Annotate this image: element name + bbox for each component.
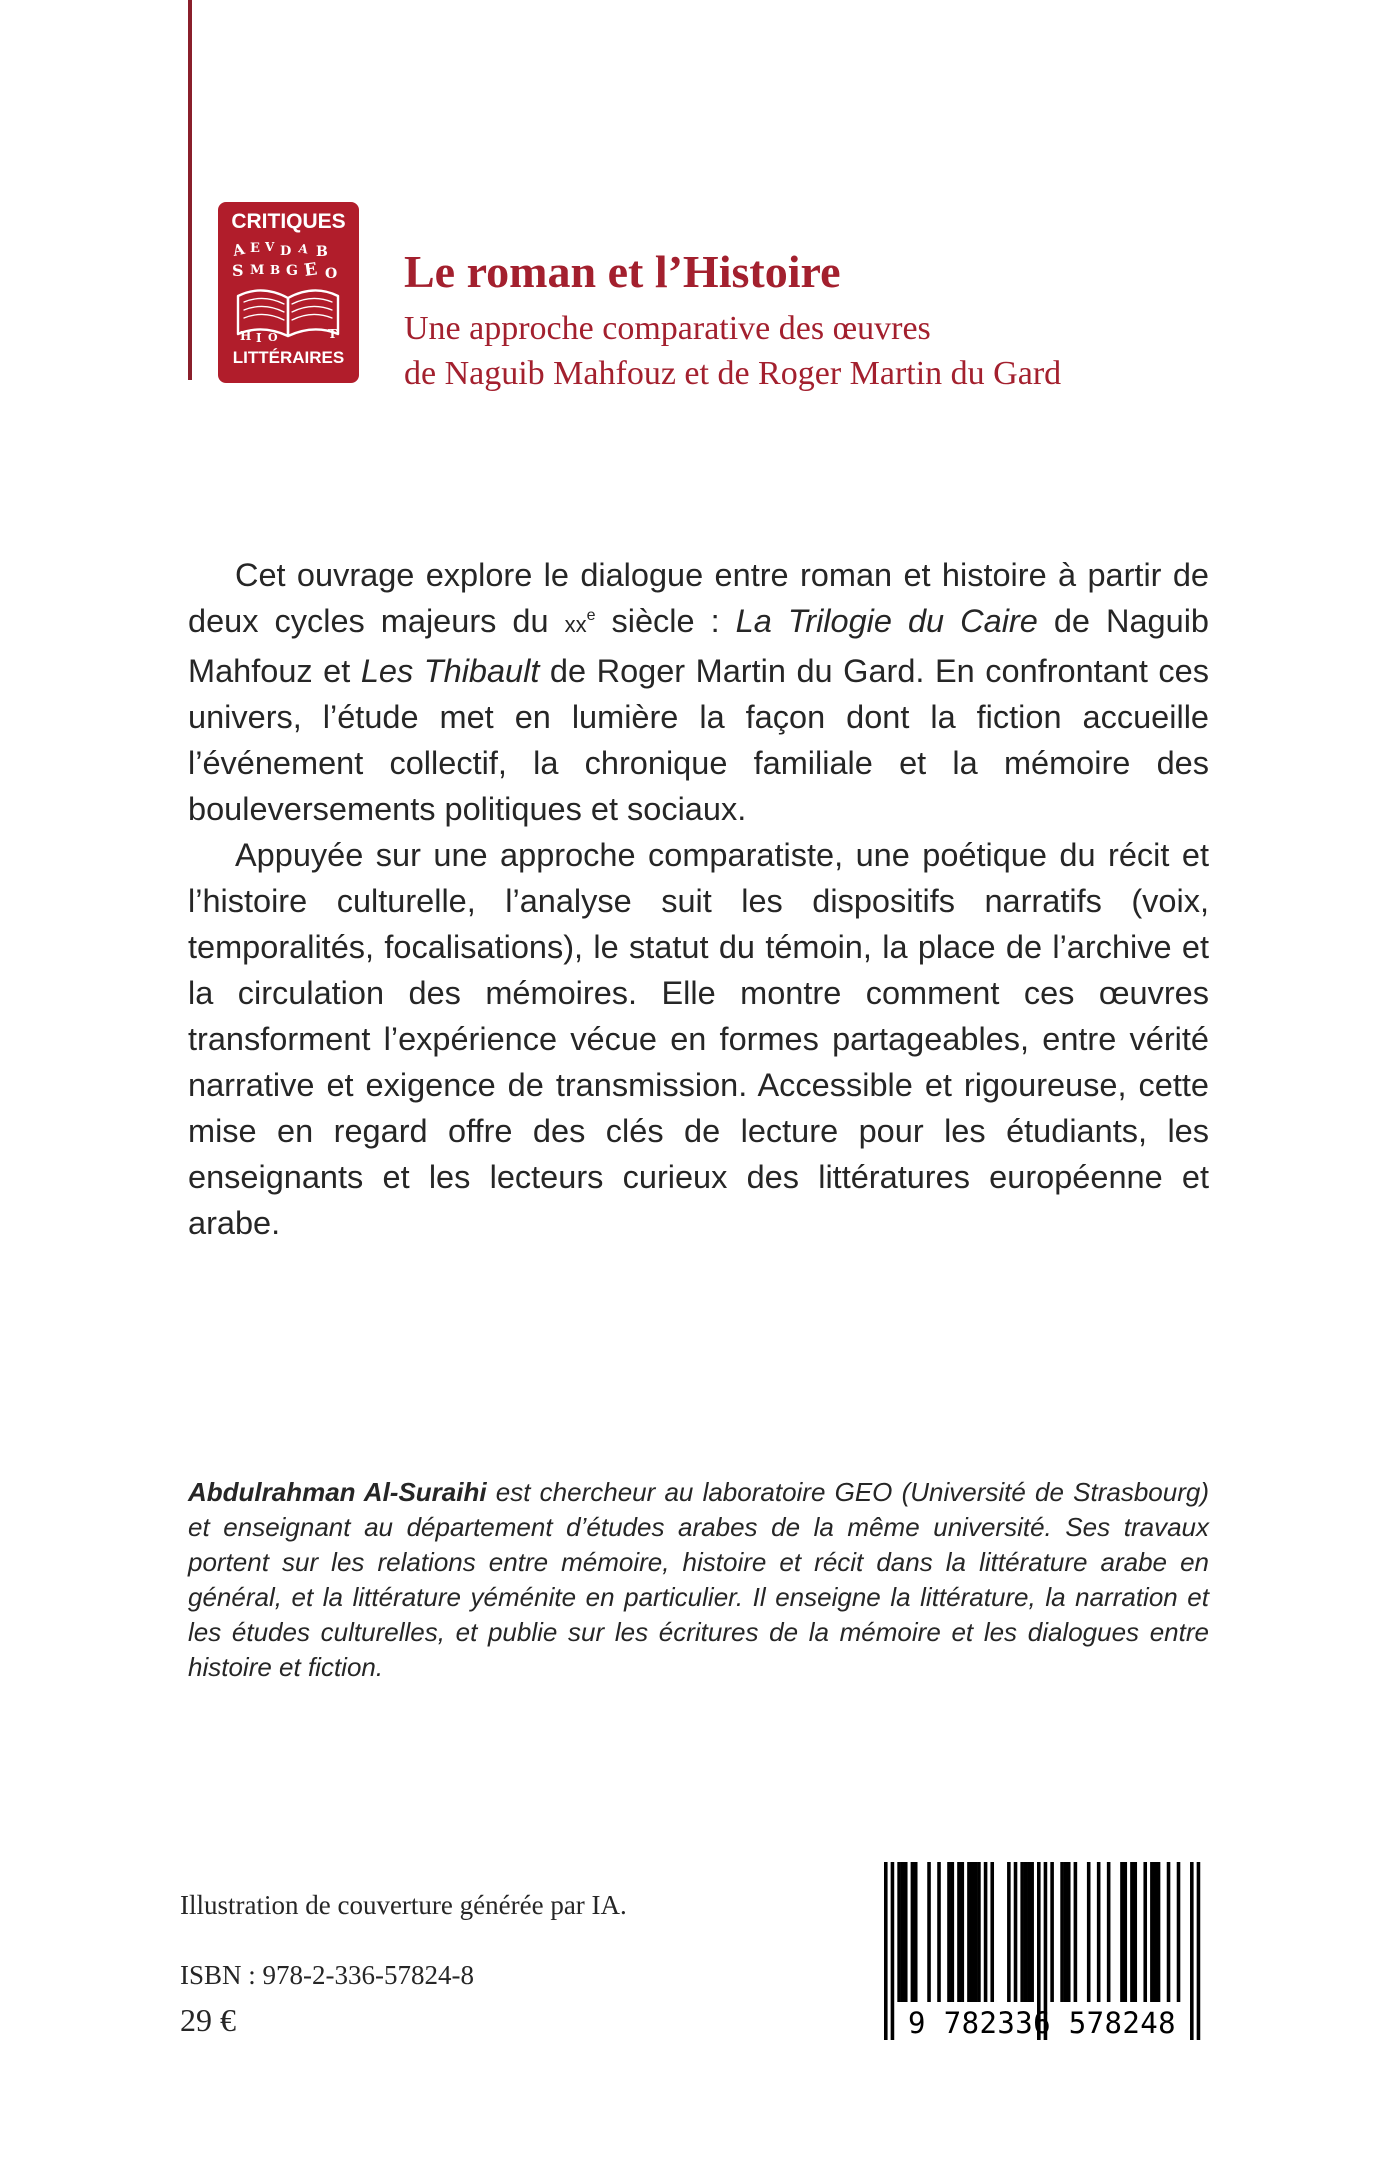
svg-text:T: T — [328, 327, 337, 341]
barcode-bar — [1157, 1862, 1161, 2002]
barcode-digits: 9 782336 578248 — [908, 2006, 1176, 2040]
barcode-bar — [1143, 1862, 1147, 2002]
barcode-bar — [1087, 1862, 1091, 2002]
illustration-credit: Illustration de couverture générée par IA. — [180, 1890, 627, 1920]
svg-text:S: S — [232, 261, 244, 280]
barcode-bar — [1060, 1862, 1064, 2002]
barcode-bar — [1107, 1862, 1111, 2002]
svg-text:O: O — [268, 331, 278, 344]
svg-text:H: H — [240, 329, 252, 343]
work-title-trilogie: La Trilogie du Caire — [735, 603, 1038, 639]
century-superscript: e — [586, 607, 596, 625]
book-title: Le roman et l’Histoire — [404, 246, 841, 297]
series-name-bottom: LITTÉRAIRES — [232, 348, 345, 367]
work-title-thibault: Les Thibault — [360, 653, 540, 689]
barcode-bar — [984, 1862, 988, 2002]
summary-text: de Naguib Mahfouz et — [188, 603, 1209, 689]
barcode-bar — [1153, 1862, 1157, 2002]
barcode-bar — [1024, 1862, 1028, 2002]
svg-text:I: I — [256, 331, 262, 345]
barcode-bar — [1020, 1862, 1024, 2002]
barcode-bar — [1133, 1862, 1137, 2002]
subtitle-line-1: Une approche comparative des œuvres — [404, 310, 931, 347]
series-name-top: CRITIQUES — [231, 210, 346, 233]
barcode-bar — [1123, 1862, 1127, 2002]
svg-text:M: M — [250, 263, 265, 278]
barcode-bar — [1074, 1862, 1078, 2002]
barcode-bar — [937, 1862, 941, 2002]
svg-text:E: E — [302, 259, 319, 281]
summary-text: siècle : — [595, 603, 736, 639]
svg-text:D: D — [280, 244, 292, 259]
barcode-bar — [990, 1862, 994, 2002]
author-bio — [188, 1475, 1209, 1685]
barcode-bar — [1050, 1862, 1054, 2002]
barcode-bar — [961, 1862, 965, 2002]
barcode-bar — [947, 1862, 951, 2002]
summary-paragraph-2: Appuyée sur une approche comparatiste, une poétique du récit et l’histoire culturelle, l’analyse suit les dispositifs narratifs (voix, temporalités, focalisations), le statut du témoin, la place de l’archive et la circulation des mémoires. Elle montre comment ces œuvres transforment l’expérience vécue en formes partageables, entre vérité narrative et exigence de transmission. Accessible et rigoureuse, cette mise en regard offre des clés de lecture pour les étudiants, les enseignants et les lecteurs curieux des littératures européenne et arabe. — [188, 837, 1209, 1241]
barcode-bar — [1130, 1862, 1134, 2002]
barcode-bar — [1007, 1862, 1011, 2002]
summary-text: Cet ouvrage explore le dialogue entre roman et histoire à partir de deux cycles majeurs du — [188, 557, 1209, 639]
book-subtitle — [404, 306, 1061, 396]
century-numeral: xx — [564, 612, 587, 637]
barcode-bar — [967, 1862, 971, 2002]
barcode-bar — [957, 1862, 961, 2002]
barcode-bar — [1030, 1862, 1034, 2002]
summary-paragraph-1 — [188, 552, 1209, 832]
barcode-bar — [927, 1862, 931, 2002]
barcode-bar — [1167, 1862, 1171, 2002]
barcode-bar — [897, 1862, 901, 2002]
svg-text:E: E — [250, 241, 260, 256]
barcode-bar — [914, 1862, 918, 2002]
book-summary — [188, 552, 1209, 1246]
svg-text:V: V — [265, 240, 275, 254]
barcode-bar — [951, 1862, 955, 2002]
author-bio-text: est chercheur au laboratoire GEO (Université de Strasbourg) et enseignant au département d’études arabes de la même université. Ses travaux portent sur les relations entre mémoire, histoire et récit dans la littérature arabe en général, et la littérature yéménite en particulier. Il enseigne la littérature, la narration et les études culturelles, et publie sur les écritures de la mémoire et les dialogues entre histoire et fiction. — [188, 1477, 1209, 1682]
svg-text:B: B — [270, 263, 281, 277]
barcode-bar — [1150, 1862, 1154, 2002]
barcode-bar — [1027, 1862, 1031, 2002]
svg-text:A: A — [231, 239, 247, 260]
price: 29 € — [180, 2002, 236, 2038]
barcode-bar — [904, 1862, 908, 2002]
svg-text:B: B — [316, 244, 328, 260]
barcode-bar — [1064, 1862, 1068, 2002]
isbn: ISBN : 978-2-336-57824-8 — [180, 1960, 474, 1990]
barcode-bar — [901, 1862, 905, 2002]
side-rule — [188, 0, 192, 380]
summary-text: de Roger Martin du Gard. En confrontant ces univers, l’étude met en lumière la façon dont la fiction accueille l’événement collectif, la chronique familiale et la mémoire des bouleversements politiques et sociaux. — [188, 653, 1209, 827]
open-book-with-letters-icon — [228, 238, 349, 346]
barcode-bar — [970, 1862, 974, 2002]
barcode-bar — [1177, 1862, 1181, 2002]
barcode-bar — [1067, 1862, 1071, 2002]
barcode-bar — [1120, 1862, 1124, 2002]
series-logo — [218, 202, 359, 383]
barcode-bar — [974, 1862, 978, 2002]
author-name: Abdulrahman Al-Suraihi — [188, 1477, 487, 1507]
svg-text:A: A — [297, 241, 310, 257]
barcode-bar — [977, 1862, 981, 2002]
barcode-bar — [1014, 1862, 1018, 2002]
svg-text:O: O — [325, 266, 338, 282]
subtitle-line-2: de Naguib Mahfouz et de Roger Martin du Gard — [404, 355, 1062, 392]
barcode-bar — [1097, 1862, 1101, 2002]
barcode-bar — [911, 1862, 915, 2002]
svg-text:G: G — [286, 263, 298, 279]
